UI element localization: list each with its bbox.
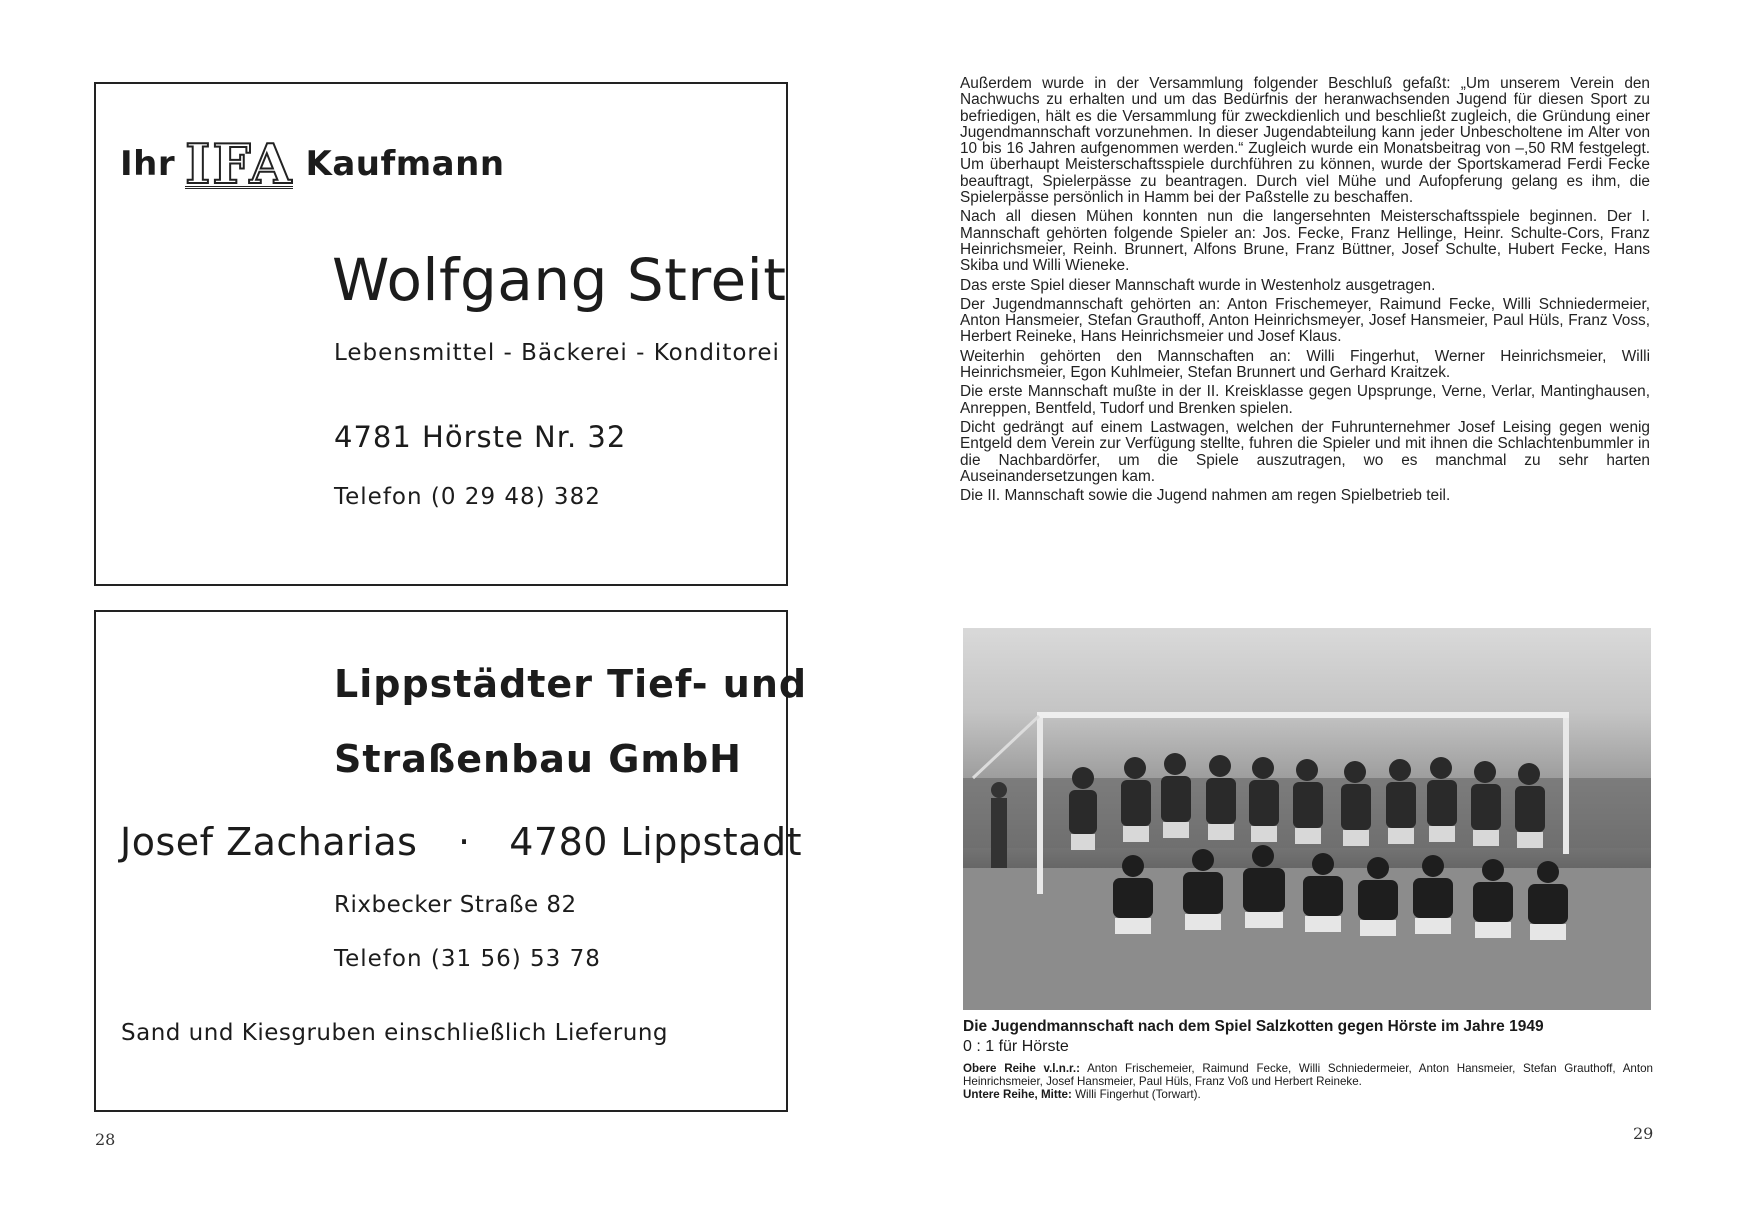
paragraph: Die II. Mannschaft sowie die Jugend nahmen am regen Spielbetrieb teil. xyxy=(960,487,1451,505)
caption-score: 0 : 1 für Hörste xyxy=(963,1038,1069,1055)
ad1-phone: Telefon (0 29 48) 382 xyxy=(334,484,601,510)
ad2-company-line2: Straßenbau GmbH xyxy=(334,737,742,781)
caption-title: Die Jugendmannschaft nach dem Spiel Salzkotten gegen Hörste im Jahre 1949 xyxy=(963,1018,1544,1035)
caption-top-row-label: Obere Reihe v.l.n.r.: xyxy=(963,1062,1080,1075)
caption-bottom-row-text: Willi Fingerhut (Torwart). xyxy=(1075,1088,1201,1101)
ad2-phone: Telefon (31 56) 53 78 xyxy=(334,946,601,972)
ad2-tagline: Sand und Kiesgruben einschließlich Lieferung xyxy=(121,1020,668,1046)
page-number-left: 28 xyxy=(95,1130,116,1149)
paragraph: Weiterhin gehörten den Mannschaften an: Willi Fingerhut, Werner Heinrichsmeier, Willi Heinrichsmeier, Egon Kuhlmeier, Stefan Brunnert und Gerhard Kraitzek. xyxy=(960,347,1650,382)
ad2-separator: · xyxy=(458,820,471,864)
team-photo xyxy=(963,628,1651,1010)
ifa-suffix: Kaufmann xyxy=(305,144,505,184)
paragraph: Nach all diesen Mühen konnten nun die langersehnten Meisterschaftsspiele beginnen. Der I. Mannschaft gehörten folgende Spieler an: Jos. Fecke, Franz Hellinge, Heinr. Schulte-Cors, Franz Heinrichsmeier, Reinh. Brunnert, Alfons Brune, Franz Büttner, Josef Schulte, Hubert Fecke, Hans Skiba und Willi Wieneke. xyxy=(960,208,1650,275)
team-photo-image xyxy=(963,628,1651,1010)
paragraph: Das erste Spiel dieser Mannschaft wurde in Westenholz ausgetragen. xyxy=(960,276,1436,294)
ad1-address: 4781 Hörste Nr. 32 xyxy=(334,420,627,454)
ad2-owner-line xyxy=(120,820,802,864)
paragraph: Dicht gedrängt auf einem Lastwagen, welchen der Fuhrunternehmer Josef Leising gegen wenig Entgeld dem Verein zur Verfügung stellte, fuhren die Spieler und mit ihnen die Schlachtenbummler in die Nachbardörfer, um die Spiele auszutragen, wo es manchmal zu sehr harten Auseinandersetzungen kam. xyxy=(960,418,1650,485)
ifa-headline xyxy=(120,132,505,196)
photo-caption xyxy=(963,1018,1653,1101)
caption-top-row-text: Anton Frischemeier, Raimund Fecke, Willi Schniedermeier, Anton Hansmeier, Stefan Grauthoff, Anton Heinrichsmeier, Josef Hansmeier, Paul Hüls, Franz Voß und Herbert Reineke. xyxy=(963,1062,1653,1088)
paragraph: Außerdem wurde in der Versammlung folgender Beschluß gefaßt: „Um unserem Verein den Nachwuchs zu erhalten und um das Bedürfnis der heranwachsenden Jugend für diesen Sport zu befriedigen, hält es die Versammlung für zweckdienlich und beschließt zugleich, die Gründung einer Jugendmannschaft vorzunehmen. In dieser Jugendabteilung kann jeder Unbescholtene im Alter von 10 bis 16 Jahren aufgenommen werden.“ Zugleich wurde ein Monatsbeitrag von –,50 RM festgelegt. Um überhaupt Meisterschaftsspiele durchführen zu können, wurde der Sportskamerad Ferdi Fecke beauftragt, Spielerpässe zu beantragen. Durch viel Mühe und Aufopferung gelang es ihm, die Spielerpässe persönlich in Hamm bei der Paßstelle zu beschaffen. xyxy=(960,75,1650,207)
ad2-company-line1: Lippstädter Tief- und xyxy=(334,662,808,706)
paragraph: Der Jugendmannschaft gehörten an: Anton Frischemeyer, Raimund Fecke, Willi Schniedermeier, Anton Hansmeier, Stefan Grauthoff, Anton Heinrichsmeyer, Josef Hansmeier, Paul Hüls, Franz Voss, Herbert Reineke, Hans Heinrichsmeier und Josef Klaus. xyxy=(960,295,1650,346)
ad1-trades: Lebensmittel - Bäckerei - Konditorei xyxy=(334,340,780,366)
page-number-right: 29 xyxy=(1633,1124,1654,1143)
caption-top-row xyxy=(963,1062,1653,1088)
ad2-street: Rixbecker Straße 82 xyxy=(334,892,577,918)
article-text xyxy=(960,76,1650,507)
ad2-city: 4780 Lippstadt xyxy=(509,820,802,864)
paragraph: Die erste Mannschaft mußte in der II. Kreisklasse gegen Upsprunge, Verne, Verlar, Mantinghausen, Anreppen, Bentfeld, Tudorf und Brenken spielen. xyxy=(960,383,1650,417)
ifa-prefix: Ihr xyxy=(120,144,176,184)
ad1-name: Wolfgang Streit xyxy=(332,246,787,314)
caption-bottom-row xyxy=(963,1088,1653,1101)
ad2-owner: Josef Zacharias xyxy=(120,820,418,864)
ifa-logo: IFA xyxy=(185,132,294,196)
caption-bottom-row-label: Untere Reihe, Mitte: xyxy=(963,1088,1072,1101)
